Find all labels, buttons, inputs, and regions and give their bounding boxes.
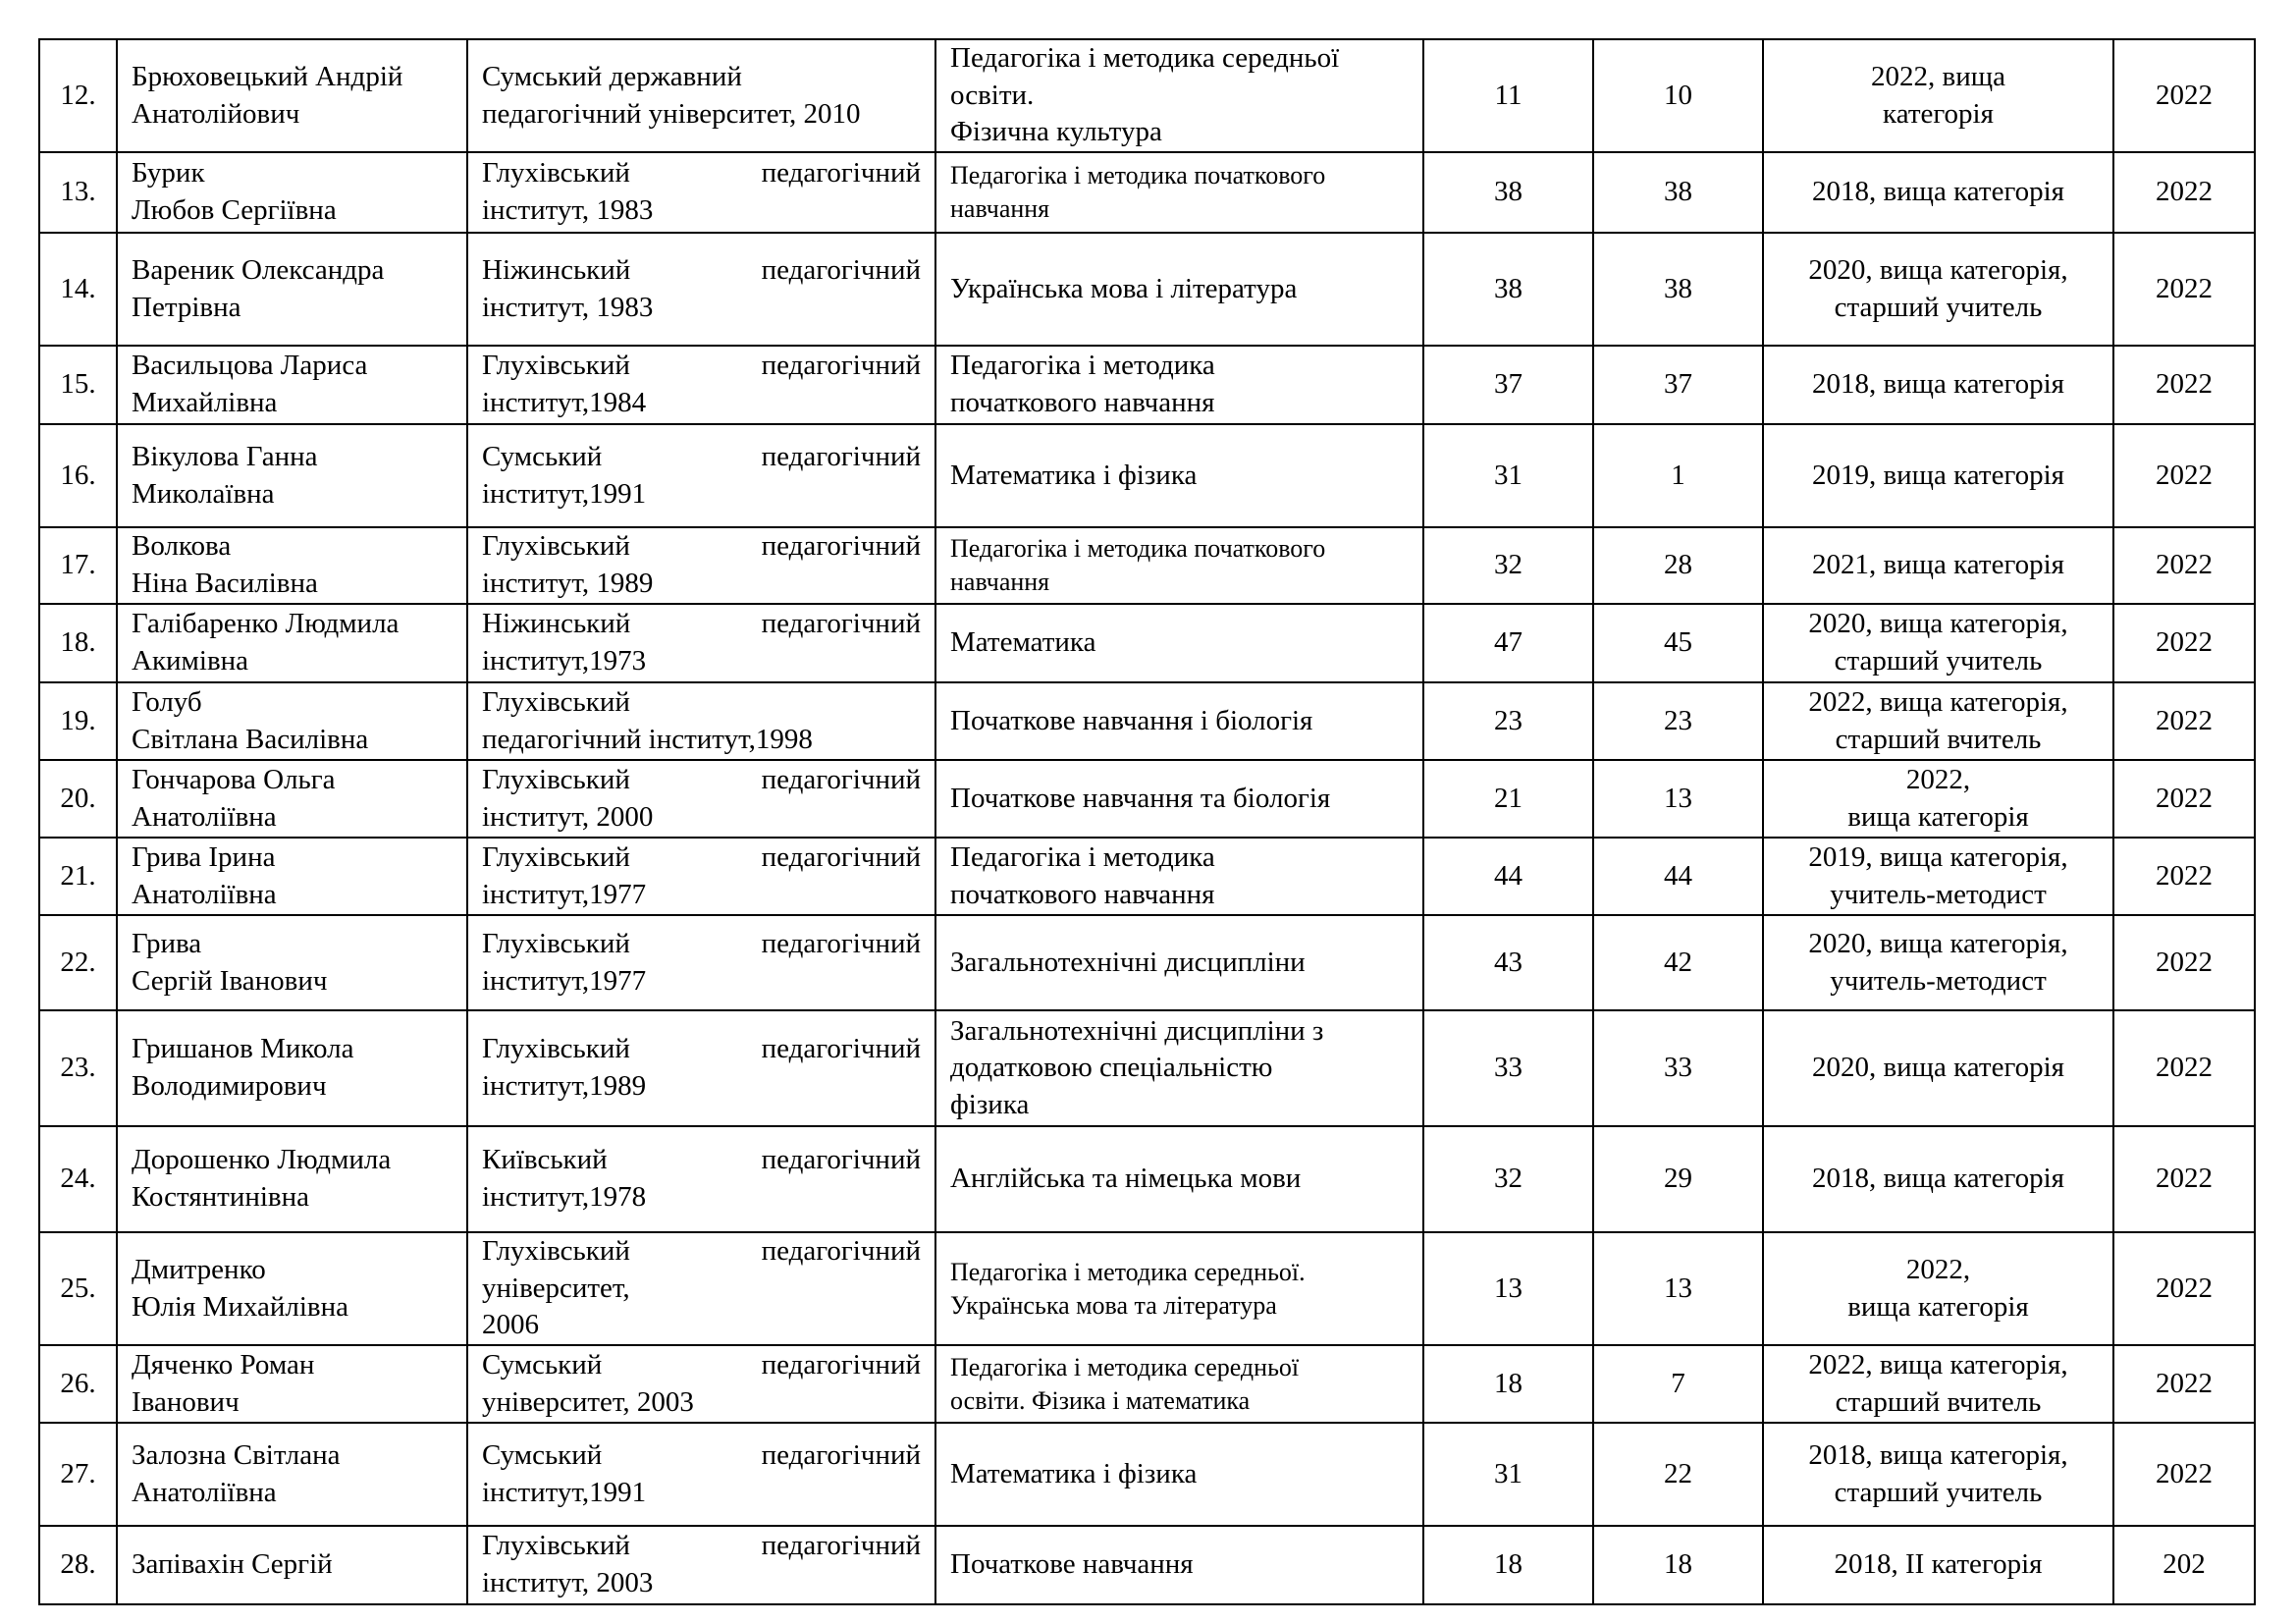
institution-line: інститут,1978 [482, 1181, 647, 1214]
teacher-name-line: Гончарова Ольга [132, 763, 336, 795]
specialty-line: додатковою спеціальністю [950, 1052, 1273, 1084]
total-experience-cell: 18 [1423, 1526, 1593, 1604]
category-line: старший учитель [1834, 645, 2043, 677]
institution-cell [467, 1423, 935, 1526]
institution-line: Київський педагогічний [482, 1144, 921, 1176]
category-line: 2018, II категорія [1834, 1548, 2043, 1581]
teacher-name-cell [117, 1423, 467, 1526]
total-experience-cell: 11 [1423, 39, 1593, 152]
institution-line: інститут,1977 [482, 964, 647, 997]
pedagogical-experience-cell: 37 [1593, 346, 1763, 424]
teacher-name-cell [117, 346, 467, 424]
category-cell [1763, 838, 2113, 915]
teacher-name-line: Голуб [132, 685, 202, 718]
category-line: категорія [1883, 97, 1994, 130]
institution-line: університет, [482, 1272, 630, 1304]
pedagogical-experience-cell: 28 [1593, 527, 1763, 604]
institution-line: Сумський державний [482, 60, 742, 92]
teacher-name-line: Юлія Михайлівна [132, 1290, 348, 1323]
table-row [39, 424, 2255, 527]
teacher-name-line: Бурик [132, 157, 205, 189]
institution-line: Сумський педагогічний [482, 1438, 921, 1471]
specialty-line: Математика і фізика [950, 1457, 1198, 1489]
institution-line: Глухівський педагогічний [482, 530, 921, 563]
teacher-name-line: Акимівна [132, 645, 249, 677]
specialty-line: навчання [950, 568, 1050, 597]
table-row [39, 233, 2255, 346]
category-line: 2020, вища категорія, [1808, 608, 2068, 640]
category-line: 2018, вища категорія [1811, 1163, 2065, 1195]
category-cell [1763, 760, 2113, 838]
specialty-line: початкового навчання [950, 878, 1215, 910]
total-experience-cell: 44 [1423, 838, 1593, 915]
total-experience-cell: 47 [1423, 604, 1593, 682]
pedagogical-experience-cell: 33 [1593, 1010, 1763, 1126]
specialty-cell [935, 760, 1423, 838]
category-cell [1763, 682, 2113, 760]
institution-line: Глухівський педагогічний [482, 350, 921, 382]
category-cell [1763, 527, 2113, 604]
specialty-cell [935, 915, 1423, 1010]
specialty-cell [935, 527, 1423, 604]
institution-line: інститут,1977 [482, 878, 647, 910]
row-number-cell: 25. [39, 1232, 117, 1345]
institution-line: Ніжинський педагогічний [482, 253, 921, 286]
specialty-line: Математика [950, 626, 1096, 659]
staff-table-body [39, 39, 2255, 1604]
specialty-line: Загальнотехнічні дисципліни [950, 946, 1306, 978]
category-line: учитель-методист [1830, 964, 2047, 997]
institution-line: інститут, 1989 [482, 568, 654, 600]
specialty-line: Педагогіка і методика початкового [950, 161, 1326, 190]
pedagogical-experience-cell: 23 [1593, 682, 1763, 760]
institution-cell [467, 604, 935, 682]
pedagogical-experience-cell: 38 [1593, 233, 1763, 346]
pedagogical-experience-cell: 1 [1593, 424, 1763, 527]
specialty-line: Педагогіка і методика [950, 350, 1215, 382]
category-line: 2022, [1905, 1253, 1971, 1285]
pedagogical-experience-cell: 44 [1593, 838, 1763, 915]
specialty-line: Українська мова та література [950, 1290, 1277, 1320]
pedagogical-experience-cell: 18 [1593, 1526, 1763, 1604]
attestation-year-cell: 2022 [2113, 604, 2255, 682]
table-row [39, 838, 2255, 915]
row-number-cell: 12. [39, 39, 117, 152]
teacher-name-line: Залозна Світлана [132, 1438, 341, 1471]
category-cell [1763, 1526, 2113, 1604]
specialty-line: Педагогіка і методика середньої [950, 42, 1340, 74]
pedagogical-experience-cell: 45 [1593, 604, 1763, 682]
institution-line: інститут,1989 [482, 1070, 647, 1103]
institution-cell [467, 39, 935, 152]
institution-cell [467, 682, 935, 760]
institution-line: інститут,1991 [482, 477, 647, 510]
institution-line: Ніжинський педагогічний [482, 608, 921, 640]
institution-line: педагогічний інститут,1998 [482, 723, 813, 755]
teacher-name-line: Володимирович [132, 1070, 327, 1103]
teacher-name-line: Дорошенко Людмила [132, 1144, 392, 1176]
category-cell [1763, 152, 2113, 233]
category-cell [1763, 1010, 2113, 1126]
institution-cell [467, 152, 935, 233]
teacher-name-line: Брюховецький Андрій [132, 60, 403, 92]
category-line: 2020, вища категорія, [1808, 253, 2068, 286]
teacher-name-line: Іванович [132, 1385, 240, 1418]
specialty-line: Фізична культура [950, 116, 1162, 148]
attestation-year-cell: 2022 [2113, 1423, 2255, 1526]
specialty-line: початкового навчання [950, 387, 1215, 419]
teacher-name-line: Дяченко Роман [132, 1348, 315, 1380]
row-number-cell: 21. [39, 838, 117, 915]
teacher-name-cell [117, 760, 467, 838]
specialty-line: Педагогіка і методика середньої. [950, 1257, 1306, 1286]
category-line: 2020, вища категорія, [1808, 927, 2068, 959]
institution-cell [467, 527, 935, 604]
teacher-name-line: Грива Ірина [132, 840, 276, 873]
specialty-line: освіти. [950, 79, 1035, 111]
teacher-name-line: Вареник Олександра [132, 253, 385, 286]
teacher-name-line: Ніна Василівна [132, 568, 318, 600]
specialty-line: Українська мова і література [950, 272, 1298, 304]
institution-line: Сумський педагогічний [482, 1348, 921, 1380]
category-line: 2022, вища [1871, 60, 2005, 92]
institution-line: інститут,1984 [482, 387, 647, 419]
total-experience-cell: 33 [1423, 1010, 1593, 1126]
specialty-cell [935, 39, 1423, 152]
pedagogical-experience-cell: 7 [1593, 1345, 1763, 1423]
row-number-cell: 17. [39, 527, 117, 604]
category-line: вища категорія [1847, 1290, 2029, 1323]
category-line: 2018, вища категорія [1811, 176, 2065, 208]
teacher-name-line: Миколаївна [132, 477, 275, 510]
total-experience-cell: 31 [1423, 1423, 1593, 1526]
category-cell [1763, 1232, 2113, 1345]
institution-line: Глухівський педагогічний [482, 840, 921, 873]
specialty-line: Загальнотехнічні дисципліни з [950, 1014, 1324, 1047]
specialty-line: Початкове навчання [950, 1548, 1194, 1581]
teacher-name-line: Костянтинівна [132, 1181, 309, 1214]
teacher-name-cell [117, 1526, 467, 1604]
category-line: 2022, вища категорія, [1808, 1348, 2068, 1380]
row-number-cell: 28. [39, 1526, 117, 1604]
category-line: 2019, вища категорія, [1808, 840, 2068, 873]
category-cell [1763, 346, 2113, 424]
specialty-cell [935, 1345, 1423, 1423]
category-cell [1763, 604, 2113, 682]
teacher-name-cell [117, 1345, 467, 1423]
institution-line: Глухівський педагогічний [482, 763, 921, 795]
specialty-cell [935, 1232, 1423, 1345]
category-cell [1763, 233, 2113, 346]
pedagogical-experience-cell: 42 [1593, 915, 1763, 1010]
row-number-cell: 16. [39, 424, 117, 527]
pedagogical-experience-cell: 13 [1593, 760, 1763, 838]
specialty-line: Початкове навчання і біологія [950, 704, 1313, 736]
teacher-name-line: Анатоліївна [132, 800, 277, 833]
table-row [39, 1345, 2255, 1423]
institution-line: Глухівський педагогічний [482, 1530, 921, 1562]
specialty-cell [935, 152, 1423, 233]
category-line: 2021, вища категорія [1811, 549, 2065, 581]
specialty-cell [935, 1423, 1423, 1526]
table-row [39, 346, 2255, 424]
teacher-name-cell [117, 915, 467, 1010]
teacher-name-cell [117, 838, 467, 915]
institution-line: інститут,1991 [482, 1476, 647, 1508]
institution-line: університет, 2003 [482, 1385, 694, 1418]
table-row [39, 760, 2255, 838]
category-line: учитель-методист [1830, 878, 2047, 910]
teacher-name-line: Сергій Іванович [132, 964, 328, 997]
table-row [39, 1423, 2255, 1526]
table-row [39, 915, 2255, 1010]
attestation-year-cell: 2022 [2113, 152, 2255, 233]
table-row [39, 527, 2255, 604]
teacher-name-cell [117, 424, 467, 527]
category-cell [1763, 39, 2113, 152]
teacher-name-cell [117, 1232, 467, 1345]
table-row [39, 39, 2255, 152]
institution-line: Глухівський педагогічний [482, 1235, 921, 1268]
table-row [39, 1526, 2255, 1604]
attestation-year-cell: 2022 [2113, 760, 2255, 838]
table-row [39, 1010, 2255, 1126]
pedagogical-experience-cell: 38 [1593, 152, 1763, 233]
category-cell [1763, 1345, 2113, 1423]
category-line: старший вчитель [1835, 1385, 2042, 1418]
attestation-year-cell: 2022 [2113, 838, 2255, 915]
row-number-cell: 22. [39, 915, 117, 1010]
category-cell [1763, 915, 2113, 1010]
specialty-cell [935, 1010, 1423, 1126]
total-experience-cell: 32 [1423, 1126, 1593, 1232]
institution-cell [467, 424, 935, 527]
teacher-name-cell [117, 1126, 467, 1232]
attestation-year-cell: 2022 [2113, 1010, 2255, 1126]
teacher-name-line: Анатоліївна [132, 878, 277, 910]
category-cell [1763, 424, 2113, 527]
row-number-cell: 27. [39, 1423, 117, 1526]
institution-line: Сумський педагогічний [482, 440, 921, 472]
row-number-cell: 23. [39, 1010, 117, 1126]
attestation-year-cell: 202 [2113, 1526, 2255, 1604]
institution-cell [467, 915, 935, 1010]
row-number-cell: 14. [39, 233, 117, 346]
institution-line: інститут,1973 [482, 645, 647, 677]
institution-line: інститут, 2000 [482, 800, 654, 833]
attestation-year-cell: 2022 [2113, 915, 2255, 1010]
row-number-cell: 19. [39, 682, 117, 760]
attestation-year-cell: 2022 [2113, 1232, 2255, 1345]
teacher-name-cell [117, 682, 467, 760]
row-number-cell: 26. [39, 1345, 117, 1423]
teacher-name-line: Васильцова Лариса [132, 350, 368, 382]
specialty-cell [935, 233, 1423, 346]
table-row [39, 1232, 2255, 1345]
staff-table [38, 38, 2256, 1605]
specialty-line: Педагогіка і методика початкового [950, 534, 1326, 564]
table-row [39, 1126, 2255, 1232]
category-line: старший учитель [1834, 1476, 2043, 1508]
teacher-name-line: Михайлівна [132, 387, 278, 419]
teacher-name-line: Вікулова Ганна [132, 440, 318, 472]
teacher-name-line: Світлана Василівна [132, 723, 369, 755]
pedagogical-experience-cell: 29 [1593, 1126, 1763, 1232]
category-cell [1763, 1423, 2113, 1526]
category-line: 2022, вища категорія, [1808, 685, 2068, 718]
institution-line: 2006 [482, 1309, 539, 1341]
teacher-name-line: Дмитренко [132, 1253, 266, 1285]
specialty-cell [935, 1126, 1423, 1232]
total-experience-cell: 13 [1423, 1232, 1593, 1345]
teacher-name-cell [117, 39, 467, 152]
attestation-year-cell: 2022 [2113, 1126, 2255, 1232]
institution-cell [467, 1232, 935, 1345]
specialty-line: Англійська та німецька мови [950, 1163, 1302, 1195]
teacher-name-line: Петрівна [132, 291, 241, 323]
category-line: старший учитель [1834, 291, 2043, 323]
institution-line: інститут, 2003 [482, 1567, 654, 1599]
total-experience-cell: 38 [1423, 233, 1593, 346]
total-experience-cell: 21 [1423, 760, 1593, 838]
total-experience-cell: 32 [1423, 527, 1593, 604]
institution-cell [467, 233, 935, 346]
institution-line: педагогічний університет, 2010 [482, 97, 861, 130]
institution-line: Глухівський педагогічний [482, 927, 921, 959]
total-experience-cell: 37 [1423, 346, 1593, 424]
teacher-name-line: Анатоліївна [132, 1476, 277, 1508]
pedagogical-experience-cell: 10 [1593, 39, 1763, 152]
category-line: старший вчитель [1835, 723, 2042, 755]
teacher-name-cell [117, 233, 467, 346]
institution-line: інститут, 1983 [482, 291, 654, 323]
specialty-line: Педагогіка і методика середньої [950, 1352, 1300, 1381]
teacher-name-line: Любов Сергіївна [132, 194, 337, 227]
teacher-name-line: Запівахін Сергій [132, 1548, 333, 1581]
institution-cell [467, 760, 935, 838]
specialty-line: Педагогіка і методика [950, 840, 1215, 873]
institution-cell [467, 1126, 935, 1232]
institution-cell [467, 1345, 935, 1423]
category-line: 2019, вища категорія [1811, 459, 2065, 491]
attestation-year-cell: 2022 [2113, 682, 2255, 760]
row-number-cell: 24. [39, 1126, 117, 1232]
specialty-line: освіти. Фізика і математика [950, 1385, 1251, 1415]
specialty-line: Початкове навчання та біологія [950, 782, 1331, 814]
pedagogical-experience-cell: 13 [1593, 1232, 1763, 1345]
total-experience-cell: 18 [1423, 1345, 1593, 1423]
institution-cell [467, 1526, 935, 1604]
specialty-cell [935, 682, 1423, 760]
specialty-line: фізика [950, 1088, 1030, 1120]
row-number-cell: 20. [39, 760, 117, 838]
attestation-year-cell: 2022 [2113, 346, 2255, 424]
specialty-cell [935, 424, 1423, 527]
row-number-cell: 13. [39, 152, 117, 233]
attestation-year-cell: 2022 [2113, 1345, 2255, 1423]
category-cell [1763, 1126, 2113, 1232]
category-line: вища категорія [1847, 800, 2029, 833]
teacher-name-line: Анатолійович [132, 97, 300, 130]
teacher-name-cell [117, 1010, 467, 1126]
specialty-line: Математика і фізика [950, 459, 1198, 491]
attestation-year-cell: 2022 [2113, 39, 2255, 152]
table-row [39, 152, 2255, 233]
attestation-year-cell: 2022 [2113, 424, 2255, 527]
teacher-name-cell [117, 527, 467, 604]
total-experience-cell: 38 [1423, 152, 1593, 233]
category-line: 2018, вища категорія, [1808, 1438, 2068, 1471]
pedagogical-experience-cell: 22 [1593, 1423, 1763, 1526]
total-experience-cell: 43 [1423, 915, 1593, 1010]
institution-cell [467, 1010, 935, 1126]
institution-line: Глухівський педагогічний [482, 1033, 921, 1065]
row-number-cell: 18. [39, 604, 117, 682]
specialty-cell [935, 1526, 1423, 1604]
table-row [39, 682, 2255, 760]
specialty-line: навчання [950, 194, 1050, 224]
category-line: 2022, [1905, 763, 1971, 795]
category-line: 2020, вища категорія [1811, 1052, 2065, 1084]
teacher-name-line: Грива [132, 927, 202, 959]
row-number-cell: 15. [39, 346, 117, 424]
total-experience-cell: 23 [1423, 682, 1593, 760]
attestation-year-cell: 2022 [2113, 233, 2255, 346]
teacher-name-line: Галібаренко Людмила [132, 608, 400, 640]
teacher-name-cell [117, 604, 467, 682]
institution-cell [467, 838, 935, 915]
teacher-name-line: Волкова [132, 530, 232, 563]
category-line: 2018, вища категорія [1811, 368, 2065, 401]
total-experience-cell: 31 [1423, 424, 1593, 527]
institution-line: інститут, 1983 [482, 194, 654, 227]
specialty-cell [935, 838, 1423, 915]
institution-line: Глухівський педагогічний [482, 157, 921, 189]
institution-cell [467, 346, 935, 424]
attestation-year-cell: 2022 [2113, 527, 2255, 604]
teacher-name-cell [117, 152, 467, 233]
teacher-name-line: Гришанов Микола [132, 1033, 354, 1065]
institution-line: Глухівський [482, 685, 630, 718]
specialty-cell [935, 604, 1423, 682]
table-row [39, 604, 2255, 682]
specialty-cell [935, 346, 1423, 424]
